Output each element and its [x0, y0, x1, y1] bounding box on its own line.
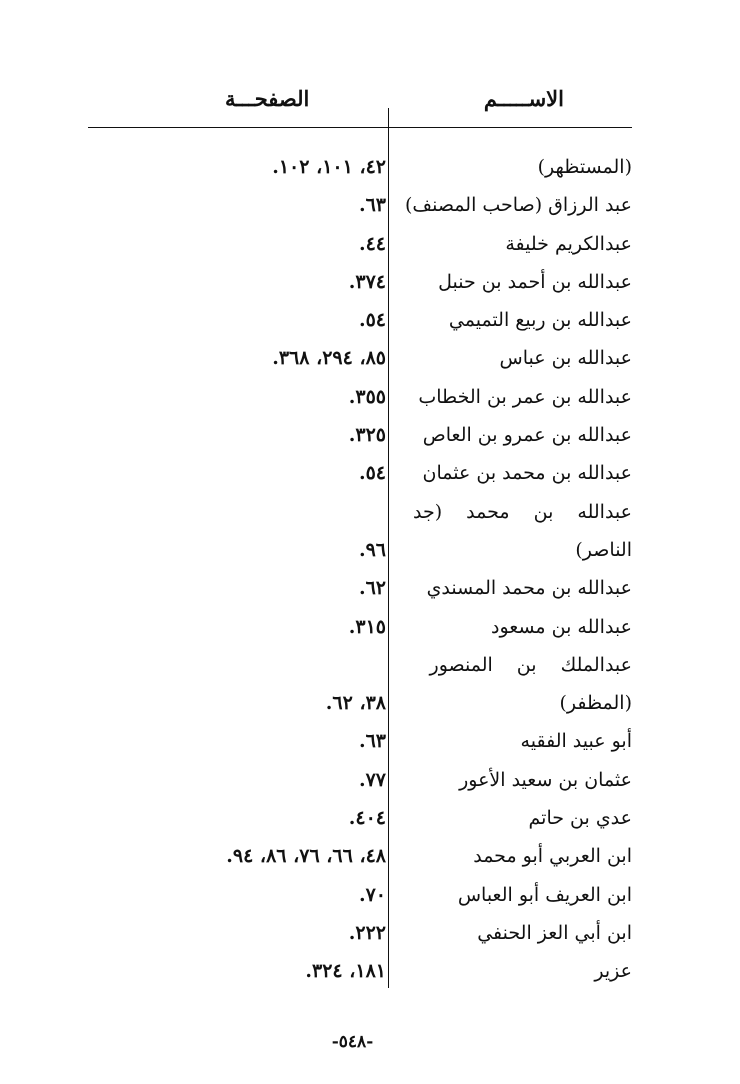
entry-name: ابن أبي العز الحنفي: [477, 921, 632, 944]
entry-pages: ٣٢٥.: [348, 424, 386, 447]
entry-name: عثمان بن سعيد الأعور: [459, 768, 632, 791]
entry-name: (المظفر): [559, 692, 632, 715]
index-row: [0, 648, 740, 686]
entry-pages: ٥٤.: [358, 309, 386, 332]
entry-name: ابن العربي أبو محمد: [473, 845, 632, 868]
entry-name: عبدالكريم خليفة: [505, 232, 632, 255]
entry-pages: ٩٦.: [358, 538, 386, 561]
index-row: [0, 533, 740, 571]
index-row: [0, 495, 740, 533]
index-row: [0, 418, 740, 456]
entry-pages: ٦٢.: [358, 577, 386, 600]
entry-pages: ٦٣.: [358, 730, 386, 753]
entry-name: عبدالله بن محمد بن عثمان: [422, 462, 632, 485]
entry-pages: ٦٣.: [358, 194, 386, 217]
entry-pages: ٤٢، ١٠١، ١٠٢.: [272, 156, 386, 178]
entry-pages: ٣٥٥.: [348, 385, 386, 408]
entry-pages: ٤٤.: [358, 232, 386, 255]
entry-pages: ٤٨، ٦٦، ٧٦، ٨٦، ٩٤.: [226, 845, 386, 868]
entry-name: عبدالله بن محمد (جد: [413, 500, 632, 523]
index-row: [0, 724, 740, 762]
page-number: -٥٤٨-: [331, 1032, 374, 1052]
entry-name: (المستظهر): [537, 156, 632, 178]
entry-pages: ٧٠.: [358, 883, 386, 906]
entry-name: عبدالله بن ربيع التميمي: [448, 309, 632, 332]
entry-name: عبدالله بن أحمد بن حنبل: [438, 270, 632, 293]
entry-name: أبو عبيد الفقيه: [520, 730, 632, 753]
index-row: [0, 380, 740, 418]
entry-pages: ٣٧٤.: [348, 270, 386, 293]
index-row: [0, 150, 740, 188]
index-row: [0, 878, 740, 916]
index-row: [0, 801, 740, 839]
entry-pages: ٣٨، ٦٢.: [325, 692, 386, 715]
index-row: [0, 188, 740, 226]
index-row: [0, 456, 740, 494]
index-row: [0, 341, 740, 379]
index-row: [0, 763, 740, 801]
entry-name: عبدالملك بن المنصور: [429, 653, 632, 676]
index-table: [0, 150, 740, 993]
entry-pages: ٨٥، ٢٩٤، ٣٦٨.: [272, 347, 386, 370]
entry-name: عبدالله بن مسعود: [491, 615, 632, 638]
header-divider: [88, 127, 632, 128]
index-row: [0, 303, 740, 341]
entry-name: عبدالله بن عباس: [499, 347, 632, 370]
index-row: [0, 610, 740, 648]
entry-pages: ١٨١، ٣٢٤.: [305, 960, 386, 983]
index-row: [0, 265, 740, 303]
index-row: [0, 954, 740, 992]
entry-name: عبدالله بن عمر بن الخطاب: [418, 385, 632, 408]
name-column-header: الاســـــم: [483, 86, 564, 111]
entry-name: عبدالله بن محمد المسندي: [426, 577, 632, 600]
entry-pages: ٤٠٤.: [348, 807, 386, 830]
entry-name: ابن العريف أبو العباس: [457, 883, 632, 906]
entry-pages: ٥٤.: [358, 462, 386, 485]
entry-name: عبد الرزاق (صاحب المصنف): [405, 194, 632, 217]
entry-name: عدي بن حاتم: [528, 807, 632, 830]
entry-pages: ٢٢٢.: [348, 921, 386, 944]
index-row: [0, 571, 740, 609]
entry-pages: ٣١٥.: [348, 615, 386, 638]
entry-name: الناصر): [575, 538, 632, 561]
index-row: [0, 916, 740, 954]
index-row: [0, 686, 740, 724]
entry-pages: ٧٧.: [358, 768, 386, 791]
page-column-header: الصفحـــة: [225, 86, 310, 111]
index-row: [0, 839, 740, 877]
entry-name: عزير: [594, 960, 632, 983]
entry-name: عبدالله بن عمرو بن العاص: [422, 424, 632, 447]
index-row: [0, 227, 740, 265]
